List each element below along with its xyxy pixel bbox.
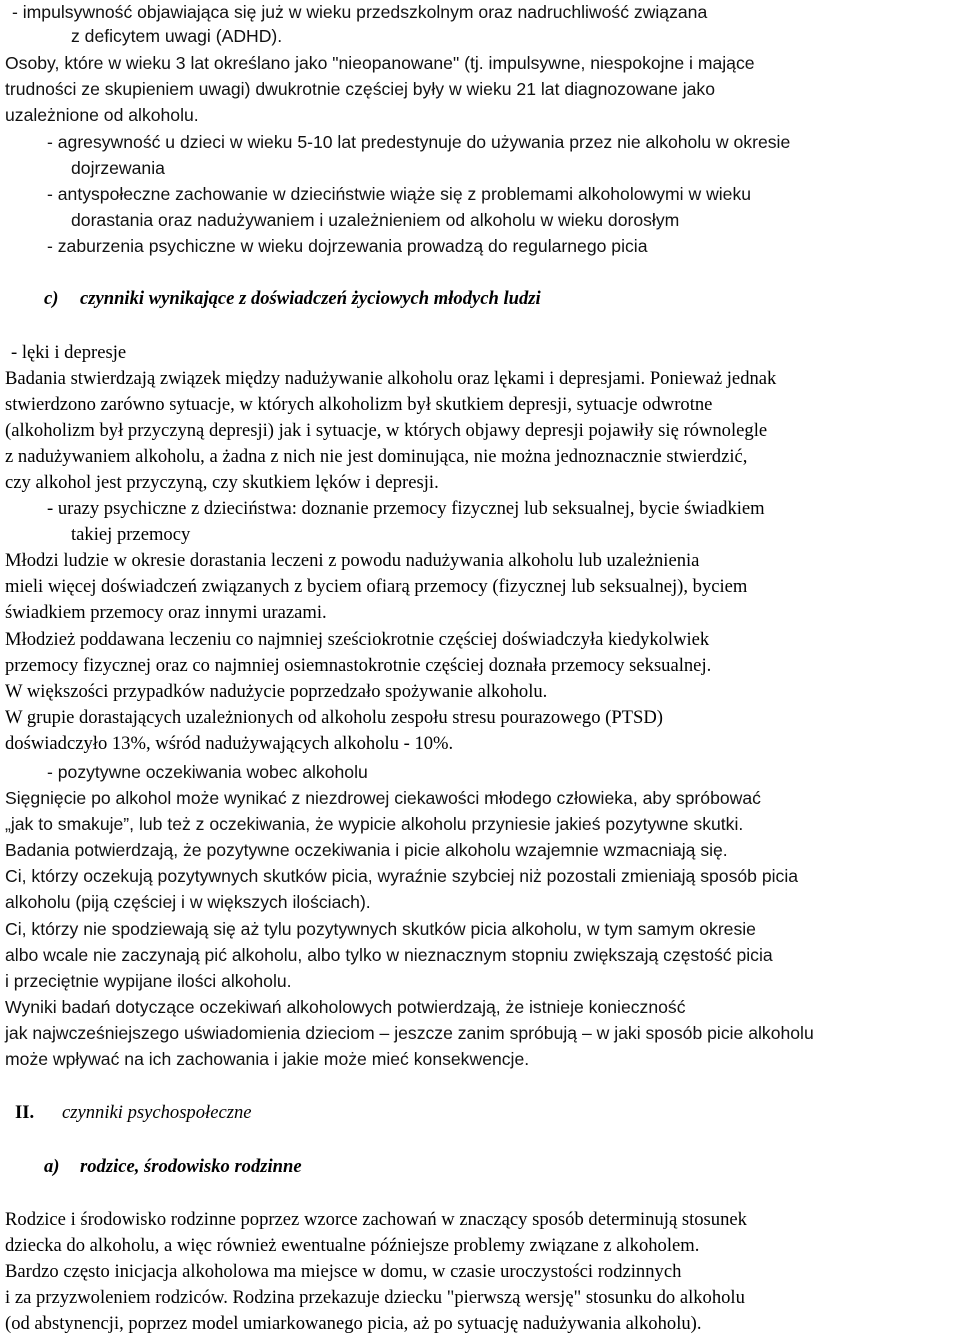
para-family-line3: Bardzo często inicjacja alkoholowa ma miejsce w domu, w czasie uroczystości rodzinnych	[5, 1261, 682, 1282]
para-family-line4: i za przyzwoleniem rodziców. Rodzina przekazuje dziecku "pierwszą wersję" stosunku do alkoholu	[5, 1287, 745, 1308]
bullet-disorders: - zaburzenia psychiczne w wieku dojrzewania prowadzą do regularnego picia	[47, 236, 648, 256]
para-exp-line9: Wyniki badań dotyczące oczekiwań alkoholowych potwierdzają, że istnieje konieczność	[5, 997, 686, 1017]
para-youth-line2: przemocy fizycznej oraz co najmniej osiemnastokrotnie częściej doznała przemocy seksualnej.	[5, 655, 712, 676]
section-II-a-marker: a)	[44, 1156, 60, 1177]
para-family-line5: (od abstynencji, poprzez model umiarkowanego picia, aż po sytuację nadużywania alkoholu).	[5, 1313, 702, 1334]
para-exp-line10: jak najwcześniejszego uświadomienia dzieciom – jeszcze zanim spróbują – w jaki sposób picie alkoholu	[5, 1023, 814, 1043]
para-exp-line6: Ci, którzy nie spodziewają się aż tylu pozytywnych skutków picia alkoholu, w tym samym okresie	[5, 919, 756, 939]
para-trauma-line3: świadkiem przemocy oraz innymi urazami.	[5, 602, 327, 623]
para-exp-line2: „jak to smakuje”, lub też z oczekiwania, że wypicie alkoholu przyniesie jakieś pozytywne skutki.	[5, 814, 744, 834]
para-exp-line5: alkoholu (piją częściej i w większych ilościach).	[5, 892, 371, 912]
para-exp-line4: Ci, którzy oczekują pozytywnych skutków picia, wyraźnie szybciej niż pozostali zmieniają sposób picia	[5, 866, 799, 886]
para-youth-line1: Młodzież poddawana leczeniu co najmniej sześciokrotnie częściej doświadczyła kiedykolwiek	[5, 629, 710, 650]
section-II-marker: II.	[15, 1102, 35, 1123]
section-II-a-heading: rodzice, środowisko rodzinne	[80, 1156, 302, 1177]
para-anxiety-line4: z nadużywaniem alkoholu, a żadna z nich nie jest dominująca, nie można jednoznacznie stwierdzić,	[5, 446, 748, 467]
para-ptsd-line1: W grupie dorastających uzależnionych od alkoholu zespołu stresu pourazowego (PTSD)	[5, 707, 663, 728]
para-unmanageable-line1: Osoby, które w wieku 3 lat określano jako "nieopanowane" (tj. impulsywne, niespokojne i mające	[5, 53, 755, 73]
para-youth-line3: W większości przypadków nadużycie poprzedzało spożywanie alkoholu.	[5, 681, 548, 702]
section-II-heading: czynniki psychospołeczne	[62, 1102, 252, 1123]
para-anxiety-line1: Badania stwierdzają związek między nadużywanie alkoholu oraz lękami i depresjami. Ponieważ jednak	[5, 368, 777, 389]
para-family-line2: dziecka do alkoholu, a więc również ewentualne późniejsze problemy związane z alkoholem.	[5, 1235, 700, 1256]
bullet-impulsivity-line2: z deficytem uwagi (ADHD).	[71, 26, 283, 46]
para-unmanageable-line2: trudności ze skupieniem uwagi) dwukrotnie częściej były w wieku 21 lat diagnozowane jako	[5, 79, 715, 99]
bullet-aggression-line1: - agresywność u dzieci w wieku 5-10 lat predestynuje do używania przez nie alkoholu w okresie	[47, 132, 791, 152]
para-anxiety-line2: stwierdzono zarówno sytuacje, w których alkoholizm był skutkiem depresji, sytuacje odwrotne	[5, 394, 713, 415]
bullet-impulsivity-line1: - impulsywność objawiająca się już w wieku przedszkolnym oraz nadruchliwość związana	[12, 2, 708, 22]
para-exp-line7: albo wcale nie zaczynają pić alkoholu, albo tylko w nieznacznym stopniu zwiększają częstość picia	[5, 945, 773, 965]
para-exp-line8: i przeciętnie wypijane ilości alkoholu.	[5, 971, 292, 991]
para-trauma-line2: mieli więcej doświadczeń związanych z byciem ofiarą przemocy (fizycznej lub seksualnej), byciem	[5, 576, 748, 597]
para-unmanageable-line3: uzależnione od alkoholu.	[5, 105, 199, 125]
para-ptsd-line2: doświadczyło 13%, wśród nadużywających alkoholu - 10%.	[5, 733, 454, 754]
bullet-antisocial-line2: dorastania oraz nadużywaniem i uzależnieniem od alkoholu w wieku dorosłym	[71, 210, 680, 230]
bullet-anxiety: - lęki i depresje	[11, 342, 127, 363]
bullet-trauma-line2: takiej przemocy	[71, 524, 191, 545]
section-c-heading: czynniki wynikające z doświadczeń życiowych młodych ludzi	[80, 288, 541, 309]
para-exp-line3: Badania potwierdzają, że pozytywne oczekiwania i picie alkoholu wzajemnie wzmacniają się.	[5, 840, 728, 860]
section-c-marker: c)	[44, 288, 59, 309]
bullet-aggression-line2: dojrzewania	[71, 158, 165, 178]
bullet-trauma-line1: - urazy psychiczne z dzieciństwa: doznanie przemocy fizycznej lub seksualnej, bycie świadkiem	[47, 498, 765, 519]
para-anxiety-line3: (alkoholizm był przyczyną depresji) jak i sytuacje, w których objawy depresji pojawiły się równolegle	[5, 420, 768, 441]
para-trauma-line1: Młodzi ludzie w okresie dorastania leczeni z powodu nadużywania alkoholu lub uzależnienia	[5, 550, 700, 571]
para-exp-line1: Sięgnięcie po alkohol może wynikać z niezdrowej ciekawości młodego człowieka, aby spróbować	[5, 788, 761, 808]
bullet-antisocial-line1: - antyspołeczne zachowanie w dzieciństwie wiąże się z problemami alkoholowymi w wieku	[47, 184, 752, 204]
para-anxiety-line5: czy alkohol jest przyczyną, czy skutkiem lęków i depresji.	[5, 472, 439, 493]
para-exp-line11: może wpływać na ich zachowania i jakie może mieć konsekwencje.	[5, 1049, 530, 1069]
para-family-line1: Rodzice i środowisko rodzinne poprzez wzorce zachowań w znaczący sposób determinują stosunek	[5, 1209, 747, 1230]
bullet-expectations: - pozytywne oczekiwania wobec alkoholu	[47, 762, 368, 782]
